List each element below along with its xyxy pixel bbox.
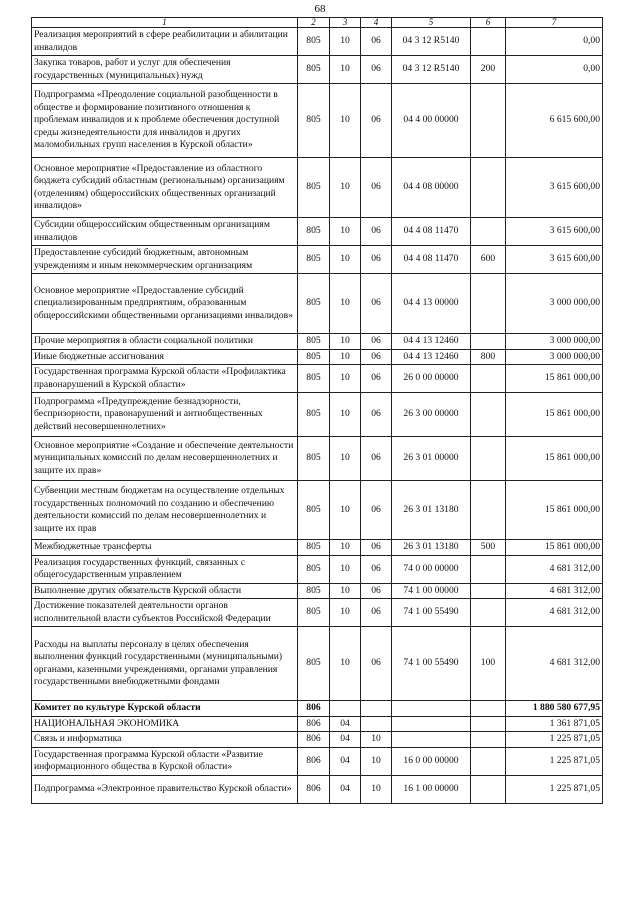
row-csr: 04 4 13 12460 — [392, 349, 471, 365]
row-vr — [471, 555, 506, 583]
row-name: Прочие мероприятия в области социальной политики — [32, 334, 298, 350]
row-amount: 15 861 000,00 — [506, 393, 603, 437]
row-gr: 805 — [298, 555, 330, 583]
row-amount: 15 861 000,00 — [506, 481, 603, 540]
row-pr: 06 — [361, 627, 392, 701]
row-csr: 26 3 01 00000 — [392, 437, 471, 481]
row-amount: 1 225 871,05 — [506, 732, 603, 748]
row-vr — [471, 775, 506, 803]
row-pr: 06 — [361, 28, 392, 56]
row-pr: 06 — [361, 540, 392, 556]
column-header: 3 — [330, 18, 361, 28]
table-row — [32, 775, 603, 803]
row-amount: 1 361 871,05 — [506, 716, 603, 732]
table-row — [32, 28, 603, 56]
row-rz: 10 — [330, 540, 361, 556]
row-name: Предоставление субсидий бюджетным, автономным учреждениям и иным некоммерческим организациям — [32, 246, 298, 274]
row-gr: 805 — [298, 246, 330, 274]
row-rz: 10 — [330, 274, 361, 334]
row-gr: 805 — [298, 481, 330, 540]
row-pr: 10 — [361, 775, 392, 803]
table-row — [32, 627, 603, 701]
row-amount: 3 000 000,00 — [506, 334, 603, 350]
table-row — [32, 218, 603, 246]
row-gr: 805 — [298, 393, 330, 437]
row-gr: 805 — [298, 540, 330, 556]
table-row — [32, 583, 603, 599]
row-csr — [392, 716, 471, 732]
row-amount: 3 615 600,00 — [506, 246, 603, 274]
row-pr: 06 — [361, 84, 392, 158]
row-csr: 16 0 00 00000 — [392, 747, 471, 775]
row-vr — [471, 158, 506, 218]
row-rz: 04 — [330, 747, 361, 775]
row-vr — [471, 274, 506, 334]
row-pr: 06 — [361, 334, 392, 350]
row-vr: 100 — [471, 627, 506, 701]
row-amount: 4 681 312,00 — [506, 555, 603, 583]
row-csr: 04 3 12 R5140 — [392, 28, 471, 56]
row-name: Субсидии общероссийским общественным организациям инвалидов — [32, 218, 298, 246]
column-header: 4 — [361, 18, 392, 28]
row-rz: 10 — [330, 481, 361, 540]
row-csr: 04 4 00 00000 — [392, 84, 471, 158]
row-amount: 4 681 312,00 — [506, 599, 603, 627]
row-amount: 4 681 312,00 — [506, 583, 603, 599]
table-row — [32, 716, 603, 732]
row-vr — [471, 218, 506, 246]
row-name: Связь и информатика — [32, 732, 298, 748]
row-name: Иные бюджетные ассигнования — [32, 349, 298, 365]
row-amount: 15 861 000,00 — [506, 540, 603, 556]
row-vr: 600 — [471, 246, 506, 274]
row-amount: 15 861 000,00 — [506, 365, 603, 393]
row-gr: 805 — [298, 583, 330, 599]
row-pr: 06 — [361, 555, 392, 583]
row-gr: 805 — [298, 627, 330, 701]
row-rz: 10 — [330, 84, 361, 158]
row-rz — [330, 701, 361, 717]
row-pr: 06 — [361, 583, 392, 599]
row-pr: 06 — [361, 218, 392, 246]
row-gr: 806 — [298, 775, 330, 803]
row-name: Межбюджетные трансферты — [32, 540, 298, 556]
row-name: Субвенции местным бюджетам на осуществление отдельных государственных полномочий по созданию и обеспечению деятельности комиссий по делам несовершеннолетних и защите их прав — [32, 481, 298, 540]
row-amount: 0,00 — [506, 56, 603, 84]
row-rz: 10 — [330, 365, 361, 393]
row-pr: 06 — [361, 56, 392, 84]
row-csr: 26 0 00 00000 — [392, 365, 471, 393]
row-pr — [361, 716, 392, 732]
table-row — [32, 274, 603, 334]
row-vr — [471, 599, 506, 627]
row-csr: 74 1 00 55490 — [392, 627, 471, 701]
row-csr: 04 4 13 00000 — [392, 274, 471, 334]
row-pr: 10 — [361, 732, 392, 748]
row-vr — [471, 84, 506, 158]
row-name: Государственная программа Курской области «Развитие информационного общества в Курской области» — [32, 747, 298, 775]
row-csr: 04 4 08 11470 — [392, 246, 471, 274]
row-amount: 1 225 871,05 — [506, 747, 603, 775]
column-header: 1 — [32, 18, 298, 28]
row-gr: 805 — [298, 158, 330, 218]
row-rz: 10 — [330, 627, 361, 701]
row-pr: 06 — [361, 393, 392, 437]
row-vr — [471, 481, 506, 540]
table-row — [32, 732, 603, 748]
row-amount: 3 000 000,00 — [506, 349, 603, 365]
row-gr: 806 — [298, 701, 330, 717]
table-row — [32, 393, 603, 437]
column-header: 5 — [392, 18, 471, 28]
row-name: НАЦИОНАЛЬНАЯ ЭКОНОМИКА — [32, 716, 298, 732]
row-gr: 805 — [298, 218, 330, 246]
table-row — [32, 365, 603, 393]
row-vr — [471, 28, 506, 56]
row-name: Основное мероприятие «Предоставление субсидий специализированным предприятиям, образованным общероссийскими общественными организациями инвалидов» — [32, 274, 298, 334]
row-pr — [361, 701, 392, 717]
row-gr: 805 — [298, 334, 330, 350]
row-vr — [471, 747, 506, 775]
row-csr: 74 1 00 00000 — [392, 583, 471, 599]
column-header: 6 — [471, 18, 506, 28]
row-rz: 10 — [330, 246, 361, 274]
table-row — [32, 701, 603, 717]
row-name: Государственная программа Курской области «Профилактика правонарушений в Курской области» — [32, 365, 298, 393]
row-gr: 805 — [298, 349, 330, 365]
row-gr: 805 — [298, 28, 330, 56]
page-number: 68 — [314, 3, 326, 15]
row-rz: 10 — [330, 218, 361, 246]
column-header: 7 — [506, 18, 603, 28]
table-row — [32, 246, 603, 274]
row-amount: 6 615 600,00 — [506, 84, 603, 158]
row-vr — [471, 393, 506, 437]
row-vr: 200 — [471, 56, 506, 84]
row-rz: 10 — [330, 349, 361, 365]
row-amount: 3 615 600,00 — [506, 158, 603, 218]
row-rz: 04 — [330, 732, 361, 748]
row-name: Подпрограмма «Преодоление социальной разобщенности в обществе и формирование позитивного отношения к проблемам инвалидов и к проблеме обеспечения доступной среды жизнедеятельности для инвалидов и других маломобильных групп населения в Курской области» — [32, 84, 298, 158]
row-pr: 06 — [361, 437, 392, 481]
table-row — [32, 349, 603, 365]
row-gr: 805 — [298, 84, 330, 158]
budget-table — [31, 17, 603, 804]
row-gr: 805 — [298, 274, 330, 334]
row-vr — [471, 365, 506, 393]
row-pr: 06 — [361, 158, 392, 218]
row-name: Расходы на выплаты персоналу в целях обеспечения выполнения функций государственными (муниципальными) органами, казенными учреждениями, органами управления государственными внебюджетными фондами — [32, 627, 298, 701]
row-vr — [471, 583, 506, 599]
row-csr: 26 3 01 13180 — [392, 481, 471, 540]
table-row — [32, 555, 603, 583]
column-header: 2 — [298, 18, 330, 28]
row-gr: 806 — [298, 716, 330, 732]
table-body — [32, 28, 603, 804]
row-pr: 06 — [361, 246, 392, 274]
row-vr — [471, 437, 506, 481]
row-rz: 10 — [330, 555, 361, 583]
row-csr: 26 3 00 00000 — [392, 393, 471, 437]
row-rz: 10 — [330, 28, 361, 56]
row-gr: 806 — [298, 732, 330, 748]
row-gr: 805 — [298, 599, 330, 627]
row-name: Закупка товаров, работ и услуг для обеспечения государственных (муниципальных) нужд — [32, 56, 298, 84]
row-name: Подпрограмма «Предупреждение безнадзорности, беспризорности, правонарушений и антиобщественных действий несовершеннолетних» — [32, 393, 298, 437]
row-name: Достижение показателей деятельности органов исполнительной власти субъектов Российской Федерации — [32, 599, 298, 627]
row-vr — [471, 716, 506, 732]
row-csr — [392, 701, 471, 717]
row-rz: 10 — [330, 583, 361, 599]
row-amount: 3 000 000,00 — [506, 274, 603, 334]
row-rz: 10 — [330, 56, 361, 84]
row-amount: 3 615 600,00 — [506, 218, 603, 246]
row-vr: 500 — [471, 540, 506, 556]
row-amount: 15 861 000,00 — [506, 437, 603, 481]
row-amount: 1 225 871,05 — [506, 775, 603, 803]
row-rz: 04 — [330, 716, 361, 732]
row-rz: 04 — [330, 775, 361, 803]
row-name: Основное мероприятие «Предоставление из областного бюджета субсидий областным (региональным) организациям (отделениям) общероссийских общественных организаций инвалидов» — [32, 158, 298, 218]
row-pr: 06 — [361, 599, 392, 627]
table-row — [32, 56, 603, 84]
row-name: Комитет по культуре Курской области — [32, 701, 298, 717]
table-row — [32, 747, 603, 775]
row-vr — [471, 701, 506, 717]
row-name: Реализация государственных функций, связанных с общегосударственным управлением — [32, 555, 298, 583]
row-csr: 04 4 08 00000 — [392, 158, 471, 218]
row-csr: 04 4 08 11470 — [392, 218, 471, 246]
row-vr: 800 — [471, 349, 506, 365]
table-row — [32, 84, 603, 158]
table-row — [32, 334, 603, 350]
row-csr: 74 0 00 00000 — [392, 555, 471, 583]
row-gr: 805 — [298, 56, 330, 84]
row-name: Подпрограмма «Электронное правительство Курской области» — [32, 775, 298, 803]
row-csr: 04 3 12 R5140 — [392, 56, 471, 84]
table-row — [32, 481, 603, 540]
row-pr: 06 — [361, 365, 392, 393]
row-name: Основное мероприятие «Создание и обеспечение деятельности муниципальных комиссий по делам несовершеннолетних и защите их прав» — [32, 437, 298, 481]
row-gr: 806 — [298, 747, 330, 775]
row-name: Реализация мероприятий в сфере реабилитации и абилитации инвалидов — [32, 28, 298, 56]
row-pr: 06 — [361, 349, 392, 365]
table-row — [32, 540, 603, 556]
row-rz: 10 — [330, 393, 361, 437]
row-pr: 10 — [361, 747, 392, 775]
row-gr: 805 — [298, 365, 330, 393]
row-csr — [392, 732, 471, 748]
row-rz: 10 — [330, 599, 361, 627]
row-name: Выполнение других обязательств Курской области — [32, 583, 298, 599]
row-csr: 16 1 00 00000 — [392, 775, 471, 803]
row-csr: 74 1 00 55490 — [392, 599, 471, 627]
row-gr: 805 — [298, 437, 330, 481]
row-amount: 1 880 580 677,95 — [506, 701, 603, 717]
table-row — [32, 437, 603, 481]
table-row — [32, 158, 603, 218]
row-rz: 10 — [330, 334, 361, 350]
table-row — [32, 599, 603, 627]
row-amount: 0,00 — [506, 28, 603, 56]
row-csr: 26 3 01 13180 — [392, 540, 471, 556]
row-pr: 06 — [361, 481, 392, 540]
row-rz: 10 — [330, 437, 361, 481]
row-pr: 06 — [361, 274, 392, 334]
row-csr: 04 4 13 12460 — [392, 334, 471, 350]
table-header-row — [32, 18, 603, 28]
row-vr — [471, 334, 506, 350]
row-vr — [471, 732, 506, 748]
row-rz: 10 — [330, 158, 361, 218]
row-amount: 4 681 312,00 — [506, 627, 603, 701]
